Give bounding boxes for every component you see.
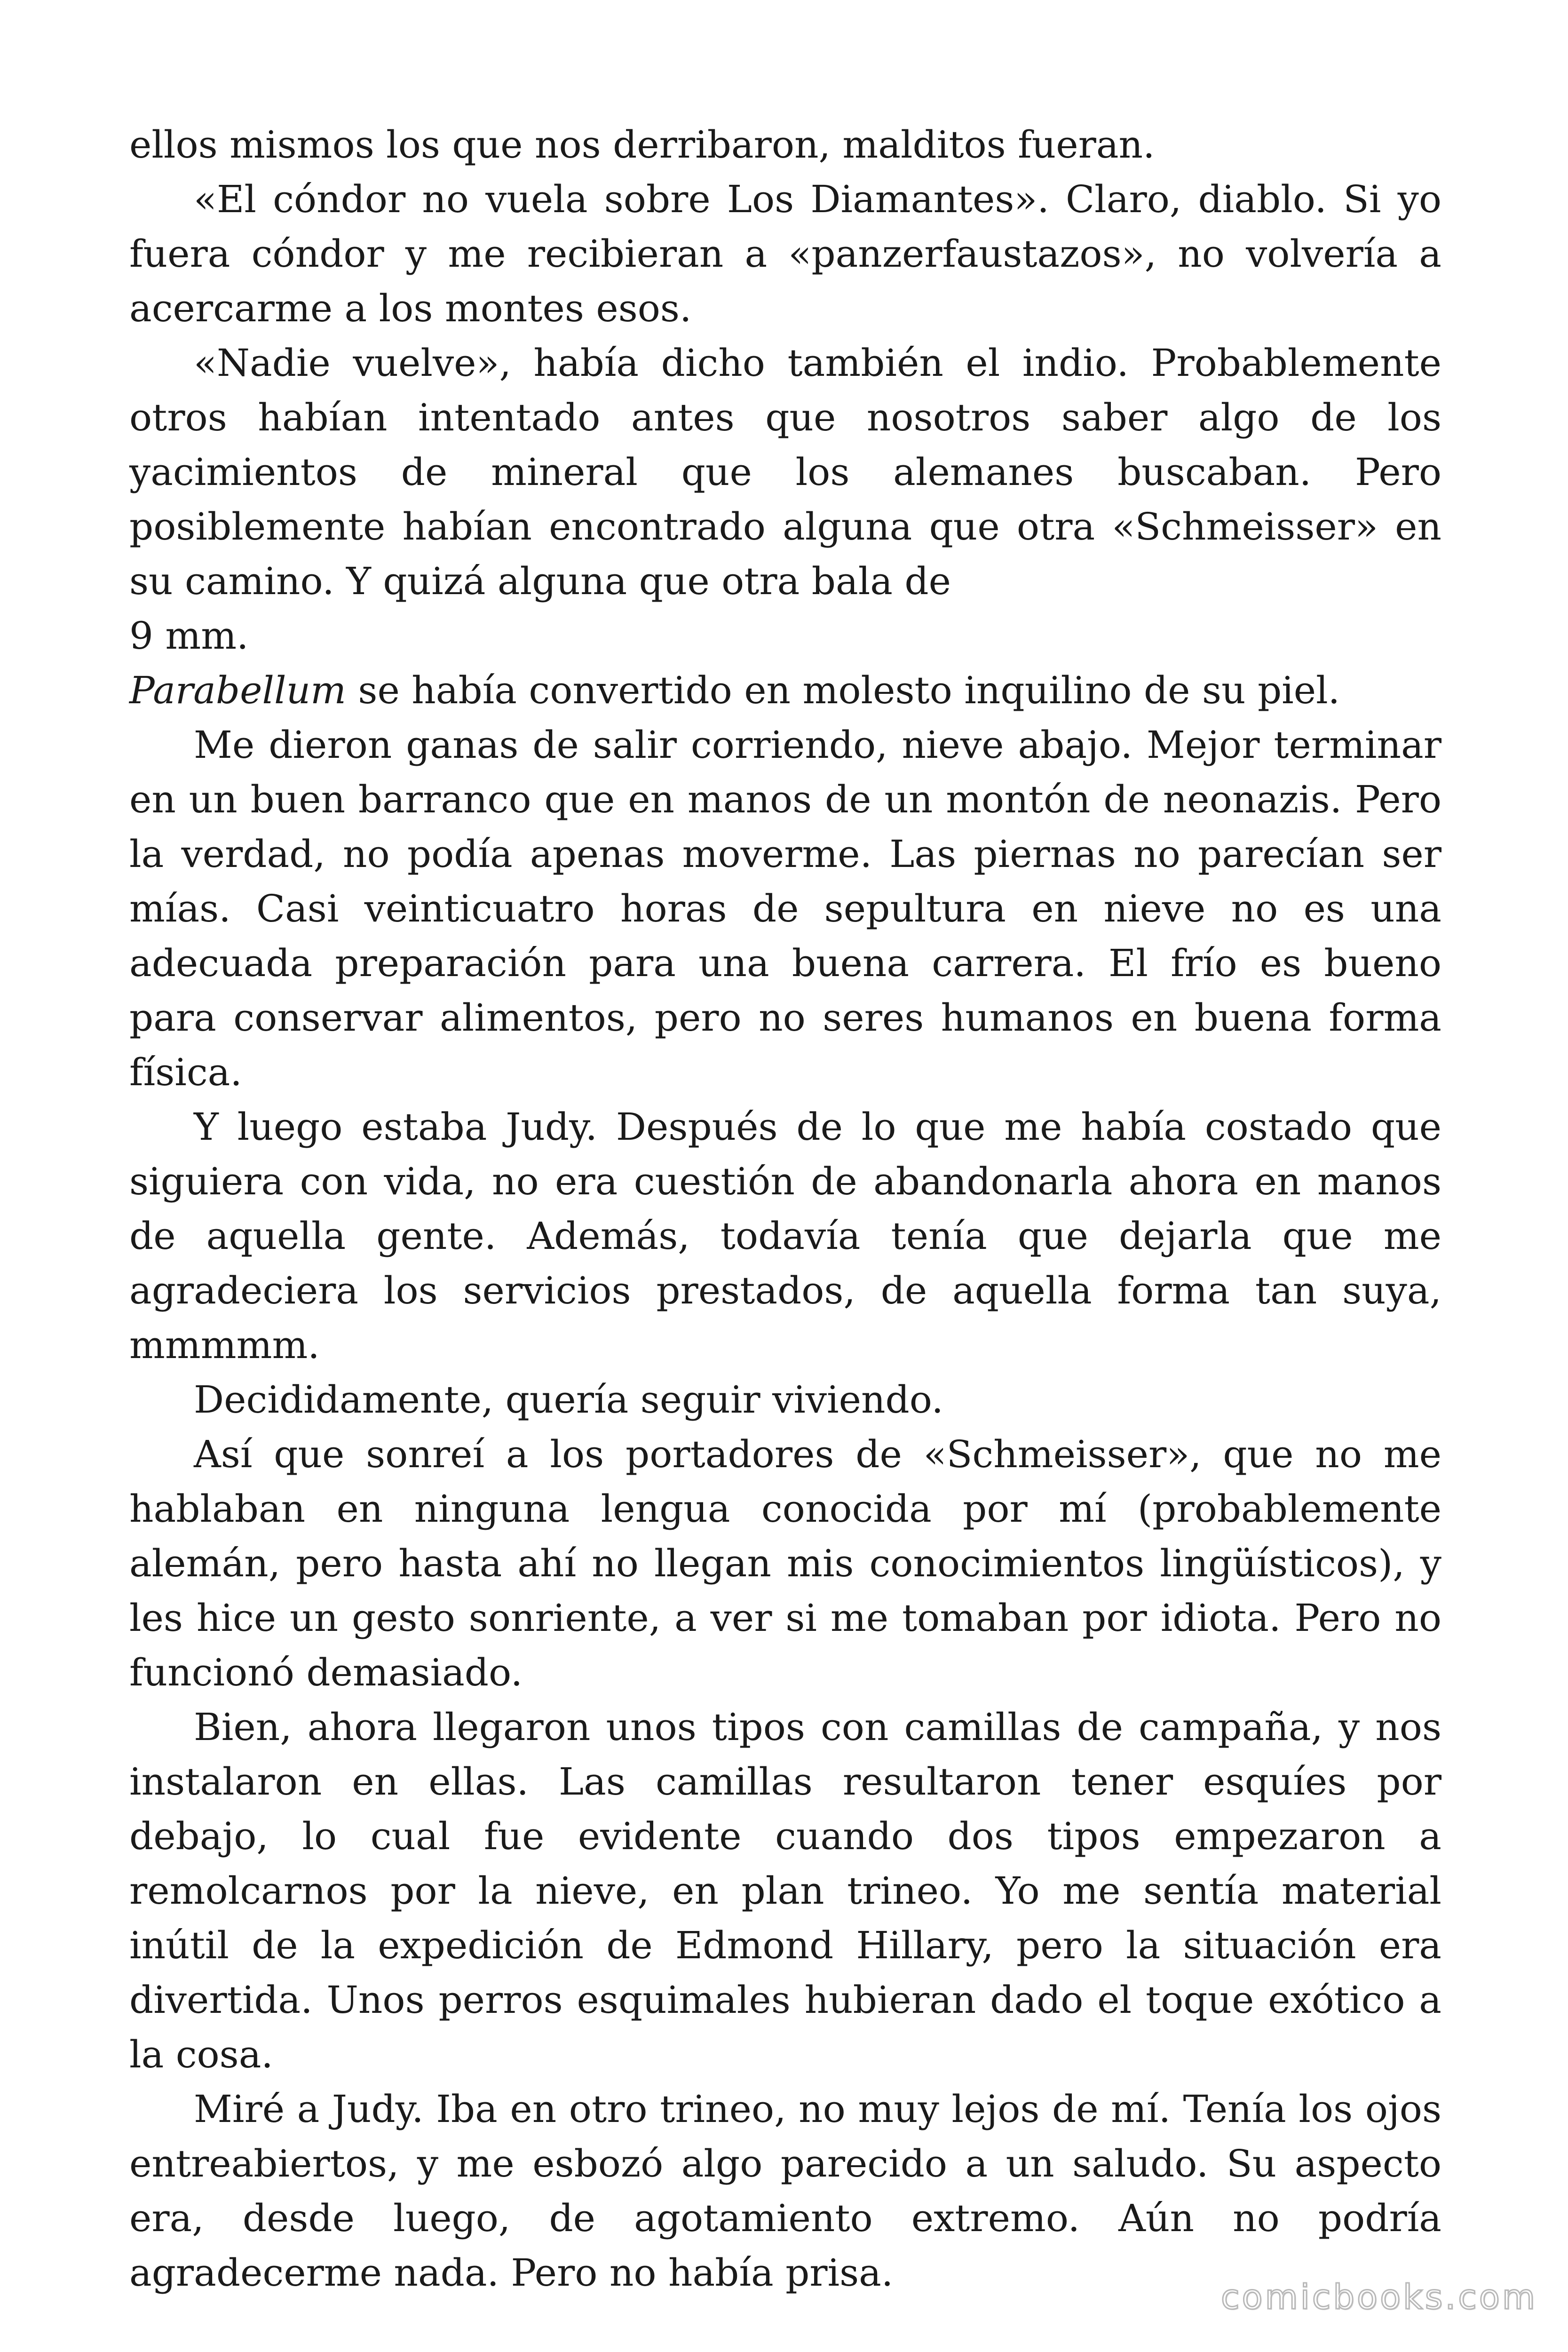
paragraph: Me dieron ganas de salir corriendo, nieve abajo. Mejor terminar en un buen barranco que en manos de un montón de neonazis. Pero la verdad, no podía apenas moverme. Las piernas no parecían ser mías. Casi veinticuatro horas de sepultura en nieve no es una adecuada preparación para una buena carrera. El frío es bueno para conservar alimentos, pero no seres humanos en buena forma física. bbox=[129, 723, 1441, 1094]
paragraph: Bien, ahora llegaron unos tipos con camillas de campaña, y nos instalaron en ellas. Las camillas resultaron tener esquíes por debajo, lo cual fue evidente cuando dos tipos empezaron a remolcarnos por la nieve, en plan trineo. Yo me sentía material inútil de la expedición de Edmond Hillary, pero la situación era divertida. Unos perros esquimales hubieran dado el toque exótico a la cosa. bbox=[129, 1705, 1441, 2076]
paragraph: Miré a Judy. Iba en otro trineo, no muy lejos de mí. Tenía los ojos entreabiertos, y me esbozó algo parecido a un saludo. Su aspecto era, desde luego, de agotamiento extremo. Aún no podría agradecerme nada. Pero no había prisa. bbox=[129, 2087, 1441, 2295]
paragraph: 9 mm. bbox=[129, 614, 249, 658]
body-text bbox=[129, 118, 1441, 2300]
paragraph: Así que sonreí a los portadores de «Schmeisser», que no me hablaban en ninguna lengua conocida por mí (probablemente alemán, pero hasta ahí no llegan mis conocimientos lingüísticos), y les hice un gesto sonriente, a ver si me tomaban por idiota. Pero no funcionó demasiado. bbox=[129, 1432, 1441, 1694]
paragraph: «Nadie vuelve», había dicho también el indio. Probablemente otros habían intentado antes que nosotros saber algo de los yacimientos de mineral que los alemanes buscaban. Pero posiblemente habían encontrado alguna que otra «Schmeisser» en su camino. Y quizá alguna que otra bala de bbox=[129, 341, 1441, 603]
paragraph: «El cóndor no vuela sobre Los Diamantes». Claro, diablo. Si yo fuera cóndor y me recibieran a «panzerfaustazos», no volvería a acercarme a los montes esos. bbox=[129, 177, 1441, 330]
paragraph-parabellum bbox=[129, 663, 1441, 718]
paragraph: ellos mismos los que nos derribaron, malditos fueran. bbox=[129, 123, 1155, 167]
paragraph: Y luego estaba Judy. Después de lo que me había costado que siguiera con vida, no era cuestión de abandonarla ahora en manos de aquella gente. Además, todavía tenía que dejarla que me agradeciera los servicios prestados, de aquella forma tan suya, mmmmm. bbox=[129, 1105, 1441, 1367]
paragraph: Decididamente, quería seguir viviendo. bbox=[194, 1378, 943, 1422]
paragraph-continuation: se había convertido en molesto inquilino de su piel. bbox=[346, 668, 1340, 712]
italic-term: Parabellum bbox=[129, 668, 346, 712]
watermark: comicbooks.com bbox=[1220, 2277, 1537, 2317]
